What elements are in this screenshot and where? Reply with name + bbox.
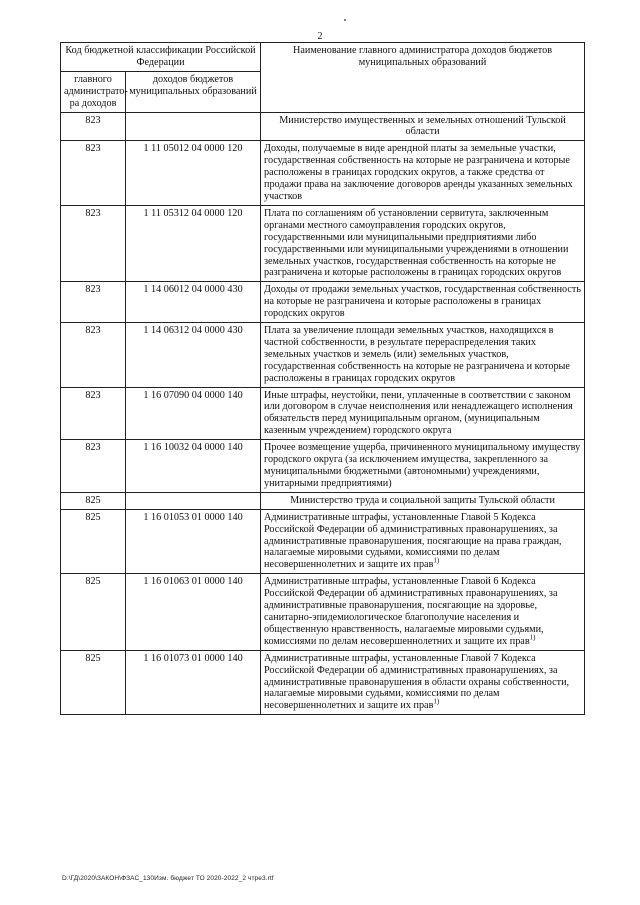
budget-classification-table (60, 42, 585, 715)
income-code-cell: 1 11 05312 04 0000 120 (126, 205, 261, 281)
ministry-name-cell: Министерство труда и социальной защиты Тульской области (261, 492, 585, 509)
admin-code-cell: 823 (61, 387, 126, 440)
description-cell (261, 205, 585, 281)
description-cell (261, 387, 585, 440)
footnote-marker: 1) (433, 697, 440, 706)
description-cell (261, 141, 585, 206)
description-cell (261, 440, 585, 493)
section-row (61, 492, 585, 509)
income-code-cell: 1 16 01073 01 0000 140 (126, 650, 261, 715)
income-code-cell: 1 16 07090 04 0000 140 (126, 387, 261, 440)
file-path-footer: D:\ГД\2020\ЗАКОН\ФЗАС_130Изм. бюджет ТО 2020-2022_2 чтре3.rtf (62, 875, 274, 882)
income-code-cell: 1 16 01053 01 0000 140 (126, 509, 261, 574)
table-row (61, 509, 585, 574)
description-text: Плата по соглашениям об установлении сервитута, заключенным органами местного самоуправления городских округов, государственными или муниципальными предприятиями либо государственными или муниципальными учреждениями в отношении земельных участков, государственная собственность на которые не разграничена и которые расположены в границах городских округов (264, 207, 569, 279)
header-name-column: Наименование главного администратора доходов бюджетов муниципальных образований (261, 43, 585, 113)
empty-code-cell (126, 112, 261, 141)
footnote-marker: 1) (433, 556, 440, 565)
description-cell (261, 574, 585, 650)
description-cell (261, 323, 585, 388)
header-code-group: Код бюджетной классификации Российской Федерации (61, 43, 261, 72)
admin-code-cell: 825 (61, 509, 126, 574)
table-row (61, 574, 585, 650)
admin-code-cell: 825 (61, 650, 126, 715)
income-code-cell: 1 16 10032 04 0000 140 (126, 440, 261, 493)
empty-code-cell (126, 492, 261, 509)
header-admin-column: главного администрато-ра доходов (61, 71, 126, 112)
admin-code-cell: 823 (61, 282, 126, 323)
description-cell (261, 282, 585, 323)
table-row (61, 440, 585, 493)
table-header (61, 43, 585, 113)
table-row (61, 387, 585, 440)
section-row (61, 112, 585, 141)
footnote-marker: 1) (529, 633, 536, 642)
scan-speck (344, 19, 346, 21)
admin-code-cell: 823 (61, 323, 126, 388)
ministry-name-cell: Министерство имущественных и земельных отношений Тульской области (261, 112, 585, 141)
table-row (61, 650, 585, 715)
description-cell (261, 650, 585, 715)
description-text: Административные штрафы, установленные Главой 6 Кодекса Российской Федерации об административных правонарушениях, за административные правонарушения, посягающие на здоровье, санитарно-эпидемиологическое благополучие населения и общественную нравственность, налагаемые мировыми судьями, комиссиями по делам несовершеннолетних и защите их прав (264, 576, 558, 647)
admin-code-cell: 823 (61, 112, 126, 141)
description-text: Административные штрафы, установленные Главой 7 Кодекса Российской Федерации об административных правонарушениях, за административные правонарушения в области охраны собственности, налагаемые мировыми судьями, комиссиями по делам несовершеннолетних и защите их прав (264, 652, 570, 712)
table-row (61, 205, 585, 281)
description-text: Плата за увеличение площади земельных участков, находящихся в частной собственности, в результате перераспределения таких земельных участков и земель (или) земельных участков, государственная собственность на которые не разграничена и которые расположены в границах городских округов (264, 325, 570, 384)
admin-code-cell: 823 (61, 141, 126, 206)
admin-code-cell: 823 (61, 205, 126, 281)
description-text: Административные штрафы, установленные Главой 5 Кодекса Российской Федерации об административных правонарушениях, за административные правонарушения, посягающие на права граждан, налагаемые мировыми судьями, комиссиями по делам несовершеннолетних и защите их прав (264, 511, 562, 571)
table-row (61, 323, 585, 388)
admin-code-cell: 825 (61, 492, 126, 509)
description-text: Иные штрафы, неустойки, пени, уплаченные в соответствии с законом или договором в случае неисполнения или ненадлежащего исполнения обязательств перед муниципальным органом, (муниципальным казенным учреждением) городского округа (264, 389, 573, 437)
income-code-cell: 1 14 06312 04 0000 430 (126, 323, 261, 388)
table-body (61, 112, 585, 715)
income-code-cell: 1 11 05012 04 0000 120 (126, 141, 261, 206)
admin-code-cell: 823 (61, 440, 126, 493)
income-code-cell: 1 14 06012 04 0000 430 (126, 282, 261, 323)
income-code-cell: 1 16 01063 01 0000 140 (126, 574, 261, 650)
description-text: Прочее возмещение ущерба, причиненного муниципальному имуществу городского округа (за исключением имущества, закрепленного за муниципальными бюджетными (автономными) учреждениями, унитарными предприятиями) (264, 442, 581, 489)
description-text: Доходы, получаемые в виде арендной платы за земельные участки, государственная собственность на которые не разграничена и которые расположены в границах городских округов, а также средства от продажи права на заключение договоров аренды указанных земельных участков (264, 143, 573, 202)
page-number: 2 (317, 31, 323, 42)
description-cell (261, 509, 585, 574)
description-text: Доходы от продажи земельных участков, государственная собственность на которые не разграничена и которые расположены в границах городских округов (264, 284, 581, 320)
table-row (61, 141, 585, 206)
header-income-column: доходов бюджетов муниципальных образований (126, 71, 261, 112)
table-row (61, 282, 585, 323)
admin-code-cell: 825 (61, 574, 126, 650)
